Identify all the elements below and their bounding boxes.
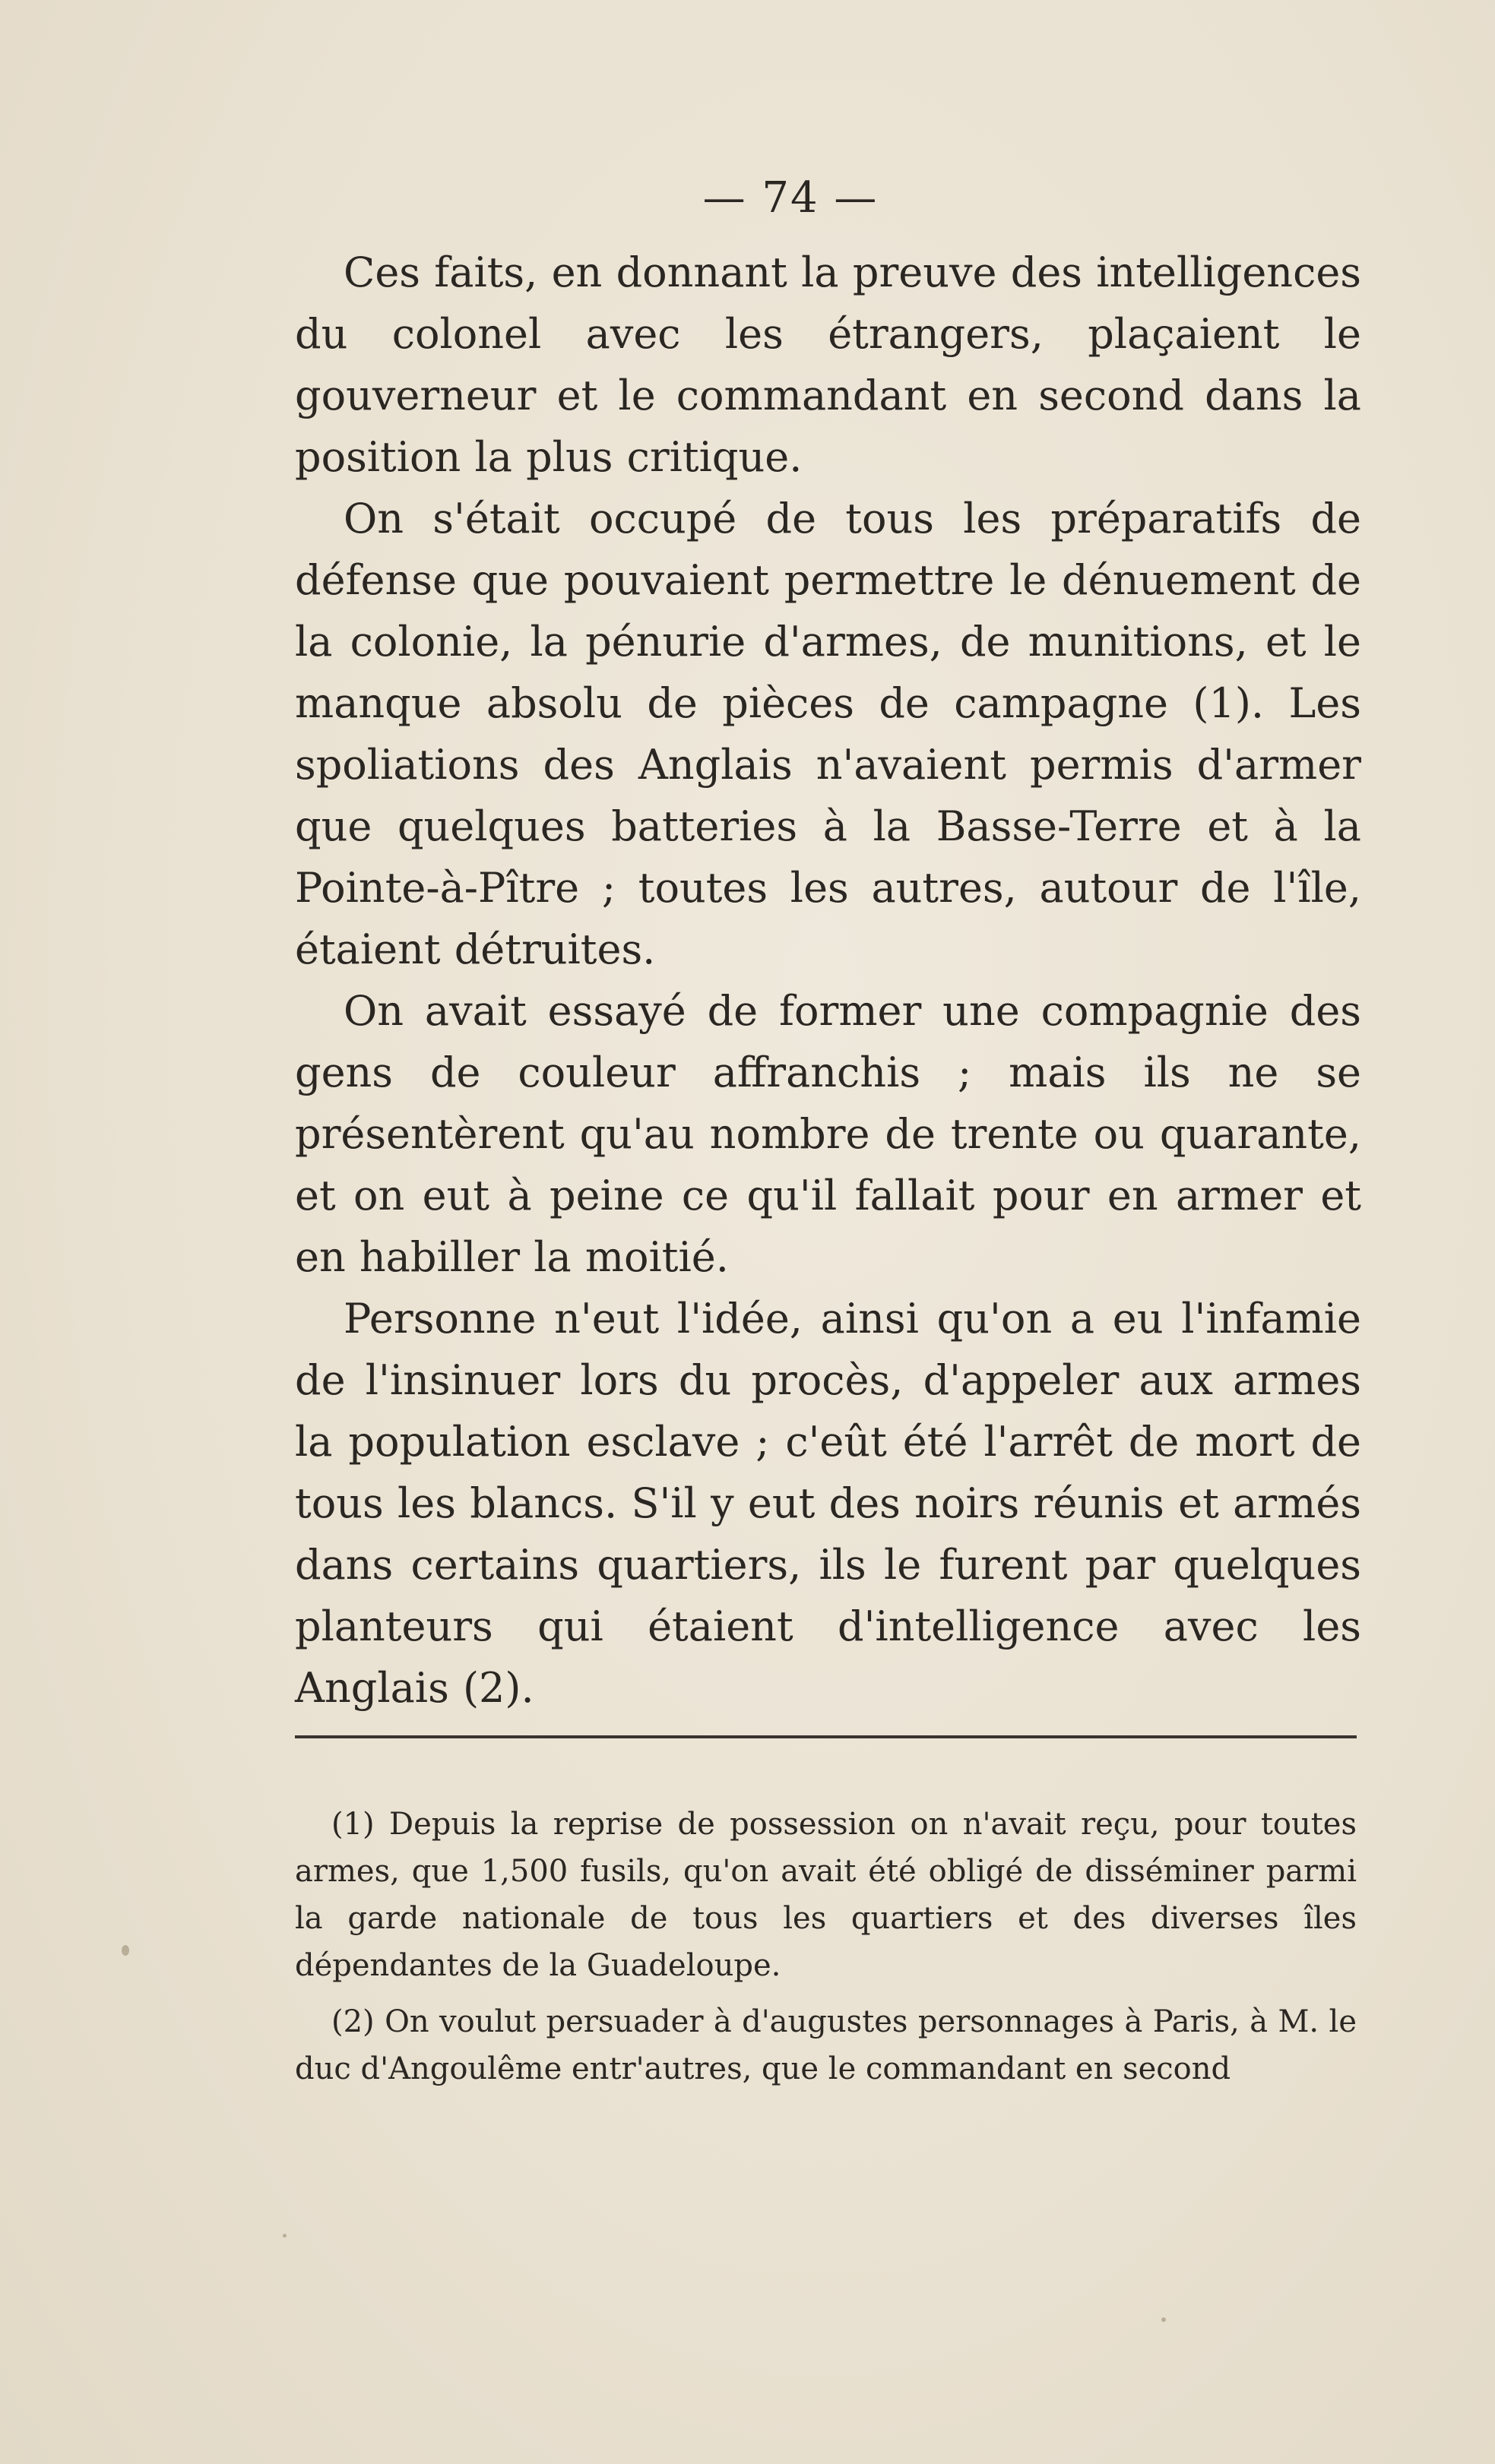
paper-speck (283, 2234, 287, 2238)
footnote-2-text: On voulut persuader à d'augustes personnages à Paris, à M. le duc d'Angoulême entr'autres, que le commandant en second (295, 2004, 1357, 2086)
body-text (295, 242, 1361, 1719)
paragraph-2: On s'était occupé de tous les préparatifs de défense que pouvaient permettre le dénuement de la colonie, la pénurie d'armes, de munitions, et le manque absolu de pièces de campagne (1). Les spoliations des Anglais n'avaient permis d'armer que quelques batteries à la Basse-Terre et à la Pointe-à-Pître ; toutes les autres, autour de l'île, étaient détruites. (295, 495, 1361, 973)
footnotes (295, 1801, 1357, 2102)
paragraph-3: On avait essayé de former une compagnie des gens de couleur affranchis ; mais ils ne se présentèrent qu'au nombre de trente ou quarante, et on eut à peine ce qu'il fallait pour en armer et en habiller la moitié. (295, 987, 1361, 1281)
footnote-1-mark: (1) (331, 1807, 375, 1842)
footnote-1 (295, 1801, 1357, 1989)
paper-speck (1161, 2317, 1166, 2322)
footnote-2 (295, 1998, 1357, 2092)
paragraph-4: Personne n'eut l'idée, ainsi qu'on a eu l'infamie de l'insinuer lors du procès, d'appeler aux armes la population esclave ; c'eût été l'arrêt de mort de tous les blancs. S'il y eut des noirs réunis et armés dans certains quartiers, ils le furent par quelques planteurs qui étaient d'intelligence avec les Anglais (2). (295, 1295, 1361, 1712)
footnote-2-mark: (2) (331, 2004, 375, 2039)
paragraph-1: Ces faits, en donnant la preuve des intelligences du colonel avec les étrangers, plaçaient le gouverneur et le commandant en second dans la position la plus critique. (295, 248, 1361, 481)
page-number: — 74 — (702, 173, 879, 223)
footnote-1-text: Depuis la reprise de possession on n'avait reçu, pour toutes armes, que 1,500 fusils, qu'on avait été obligé de disséminer parmi la garde nationale de tous les quartiers et des diverses îles dépendantes de la Guadeloupe. (295, 1807, 1357, 1983)
paper-speck (122, 1945, 129, 1956)
footnote-divider (295, 1735, 1357, 1738)
